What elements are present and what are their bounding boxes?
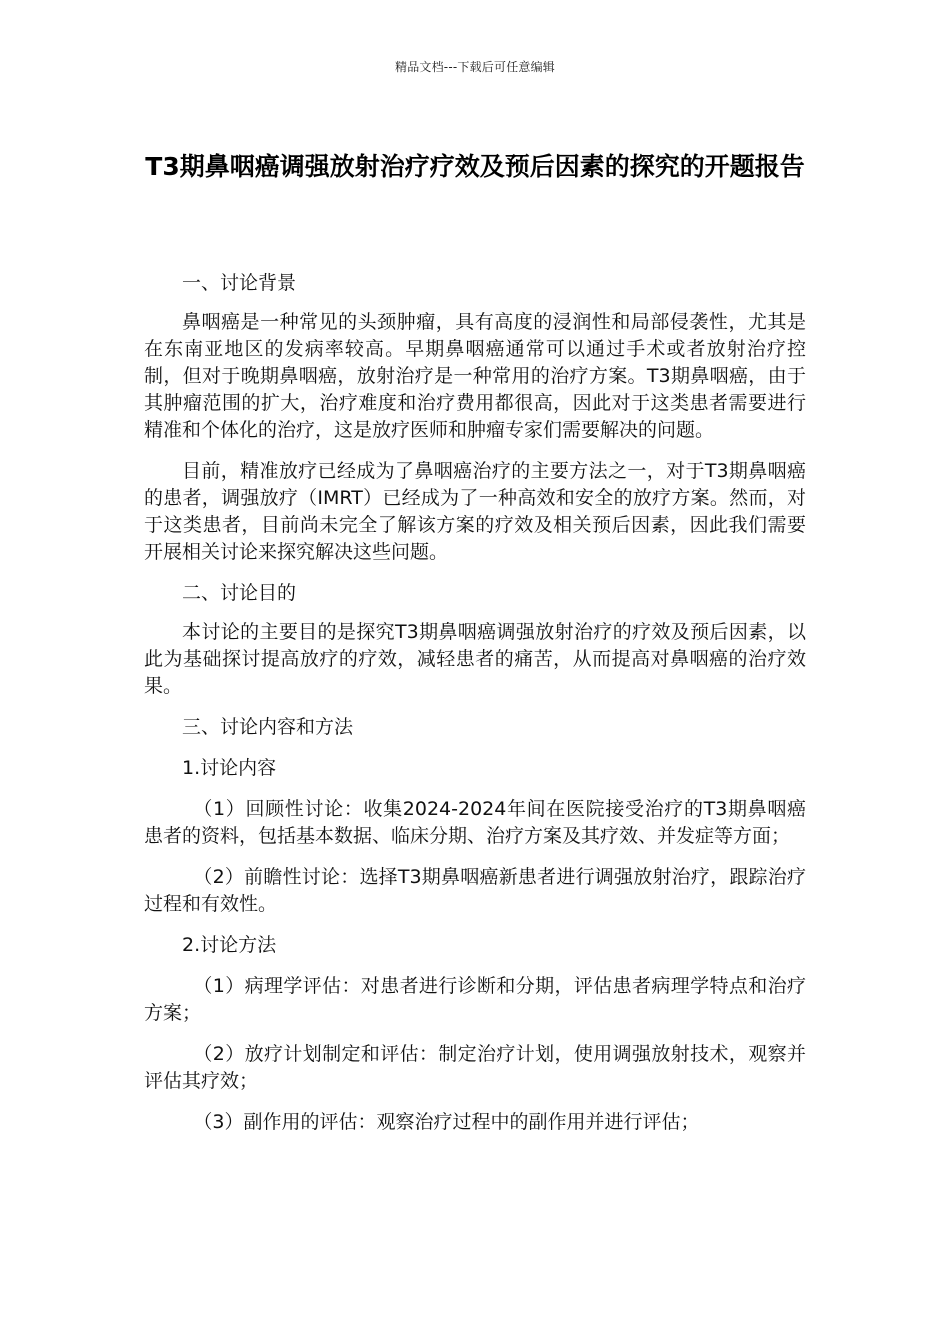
- method-item-2: （2）放疗计划制定和评估：制定治疗计划，使用调强放射技术，观察并评估其疗效；: [144, 1043, 806, 1092]
- background-paragraph-2: 目前，精准放疗已经成为了鼻咽癌治疗的主要方法之一，对于T3期鼻咽癌的患者，调强放疗（IMRT）已经成为了一种高效和安全的放疗方案。然而，对于这类患者，目前尚未完全了解该方案的疗效及相关预后因素，因此我们需要开展相关讨论来探究解决这些问题。: [144, 460, 806, 563]
- header-note: 精品文档---下载后可任意编辑: [395, 60, 555, 74]
- subheading-methods: 2.讨论方法: [182, 934, 277, 956]
- document-body: [144, 270, 806, 1136]
- content-item-1: （1）回顾性讨论：收集2024-2024年间在医院接受治疗的T3期鼻咽癌患者的资料，包括基本数据、临床分期、治疗方案及其疗效、并发症等方面；: [144, 798, 806, 847]
- content-item-2: （2）前瞻性讨论：选择T3期鼻咽癌新患者进行调强放射治疗，跟踪治疗过程和有效性。: [144, 866, 806, 915]
- background-paragraph-1: 鼻咽癌是一种常见的头颈肿瘤，具有高度的浸润性和局部侵袭性，尤其是在东南亚地区的发病率较高。早期鼻咽癌通常可以通过手术或者放射治疗控制，但对于晚期鼻咽癌，放射治疗是一种常用的治疗方案。T3期鼻咽癌，由于其肿瘤范围的扩大，治疗难度和治疗费用都很高，因此对于这类患者需要进行精准和个体化的治疗，这是放疗医师和肿瘤专家们需要解决的问题。: [144, 311, 806, 441]
- section-heading-purpose: 二、讨论目的: [182, 582, 297, 604]
- method-item-1: （1）病理学评估：对患者进行诊断和分期，评估患者病理学特点和治疗方案；: [144, 975, 806, 1024]
- section-heading-background: 一、讨论背景: [182, 272, 297, 294]
- document-title: T3期鼻咽癌调强放射治疗疗效及预后因素的探究的开题报告: [145, 152, 805, 181]
- purpose-paragraph: 本讨论的主要目的是探究T3期鼻咽癌调强放射治疗的疗效及预后因素，以此为基础探讨提高放疗的疗效，减轻患者的痛苦，从而提高对鼻咽癌的治疗效果。: [144, 621, 806, 697]
- section-heading-content-methods: 三、讨论内容和方法: [182, 716, 354, 738]
- subheading-content: 1.讨论内容: [182, 757, 277, 779]
- method-item-3: （3）副作用的评估：观察治疗过程中的副作用并进行评估；: [193, 1111, 700, 1133]
